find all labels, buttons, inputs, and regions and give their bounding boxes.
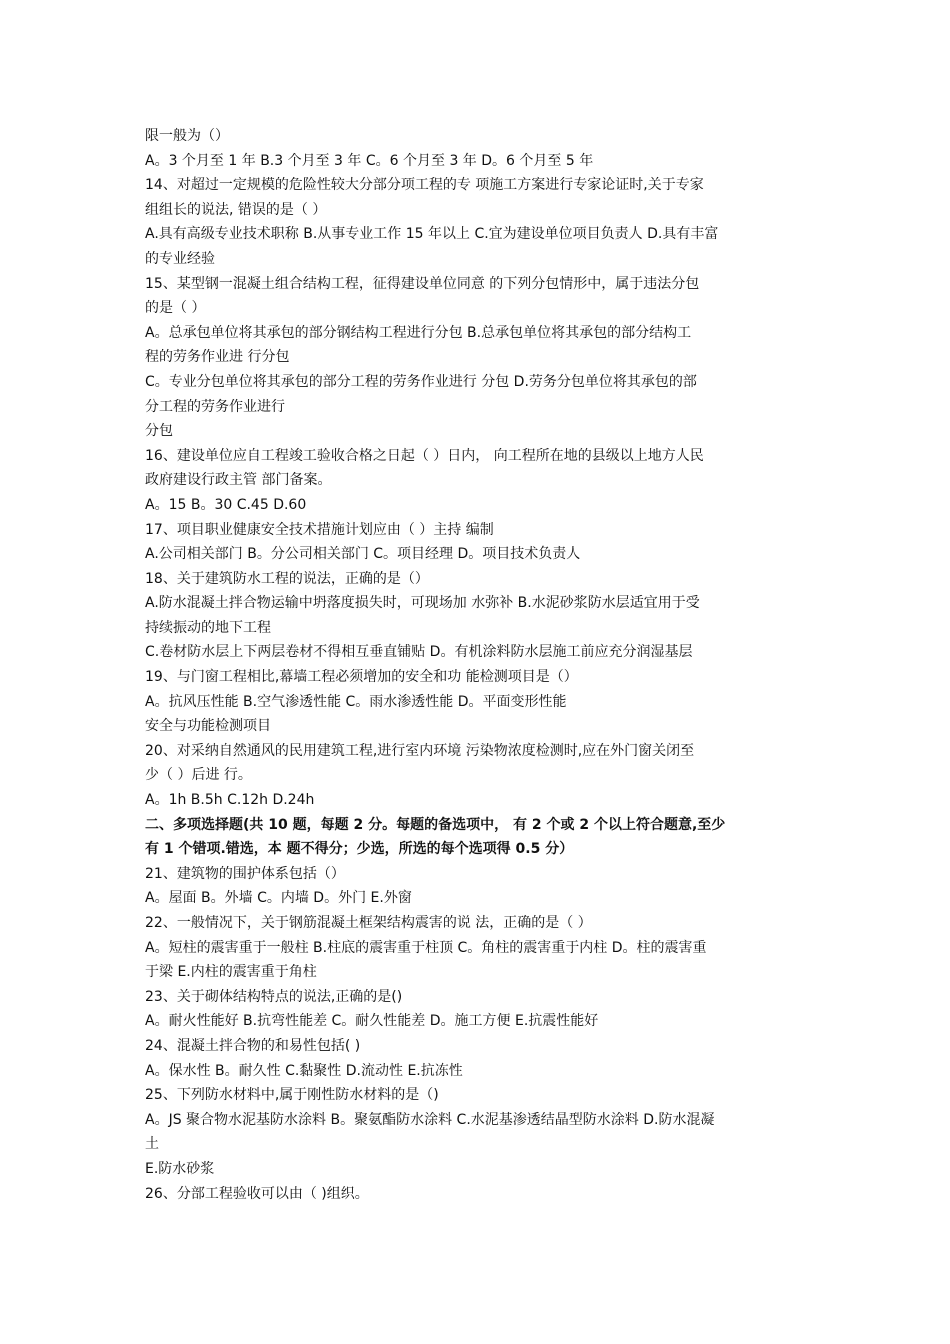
text-line: 24、混凝土拌合物的和易性包括( ) (145, 1037, 361, 1054)
text-line: A。3 个月至 1 年 B.3 个月至 3 年 C。6 个月至 3 年 D。6 个月至 5 年 (145, 152, 594, 169)
text-line: 15、某型钢一混凝土组合结构工程，征得建设单位同意 的下列分包情形中，属于违法分包 (145, 275, 700, 292)
text-line: 的专业经验 (145, 250, 215, 267)
text-line: 23、关于砌体结构特点的说法,正确的是() (145, 988, 403, 1005)
text-line: A。JS 聚合物水泥基防水涂料 B。聚氨酯防水涂料 C.水泥基渗透结晶型防水涂料 D.防水混凝 (145, 1111, 715, 1128)
text-line: A.防水混凝土拌合物运输中坍落度损失时，可现场加 水弥补 B.水泥砂浆防水层适宜用于受 (145, 595, 700, 612)
text-line: 安全与功能检测项目 (145, 718, 271, 735)
text-line: A.公司相关部门 B。分公司相关部门 C。项目经理 D。项目技术负责人 (145, 546, 581, 563)
text-line: 土 (145, 1136, 159, 1153)
text-line: 持续振动的地下工程 (145, 619, 271, 636)
text-line: 政府建设行政主管 部门备案。 (145, 472, 332, 489)
text-line: A。短柱的震害重于一般柱 B.柱底的震害重于柱顶 C。角柱的震害重于内柱 D。柱的震害重 (145, 939, 707, 956)
text-line: 的是（ ） (145, 300, 206, 317)
text-line: 16、建设单位应自工程竣工验收合格之日起（ ）日内， 向工程所在地的县级以上地方人民 (145, 447, 704, 464)
text-line: 限一般为（） (145, 128, 229, 144)
section-heading-line: 二、多项选择题(共 10 题，每题 2 分。每题的备选项中， 有 2 个或 2 个以上符合题意,至少 (145, 816, 726, 833)
section-heading-line: 有 1 个错项.错选，本 题不得分；少选，所选的每个选项得 0.5 分） (145, 841, 574, 858)
text-line: C.卷材防水层上下两层卷材不得相互垂直铺贴 D。有机涂料防水层施工前应充分润湿基层 (145, 644, 693, 661)
text-line: A。保水性 B。耐久性 C.黏聚性 D.流动性 E.抗冻性 (145, 1062, 463, 1079)
text-line: 程的劳务作业进 行分包 (145, 349, 290, 366)
text-line: 17、项目职业健康安全技术措施计划应由（ ）主持 编制 (145, 521, 494, 538)
text-line: A。总承包单位将其承包的部分钢结构工程进行分包 B.总承包单位将其承包的部分结构工 (145, 324, 692, 341)
text-line: 少（ ）后进 行。 (145, 767, 252, 784)
document-page (145, 124, 810, 1206)
text-line: A。1h B.5h C.12h D.24h (145, 792, 315, 809)
text-line: A.具有高级专业技术职称 B.从事专业工作 15 年以上 C.宜为建设单位项目负责人 D.具有丰富 (145, 226, 719, 243)
text-line: 分工程的劳务作业进行 (145, 398, 285, 415)
text-line: E.防水砂浆 (145, 1160, 215, 1177)
text-line: A。抗风压性能 B.空气渗透性能 C。雨水渗透性能 D。平面变形性能 (145, 693, 567, 710)
text-line: 19、与门窗工程相比,幕墙工程必须增加的安全和功 能检测项目是（） (145, 669, 578, 686)
text-line: C。专业分包单位将其承包的部分工程的劳务作业进行 分包 D.劳务分包单位将其承包的部 (145, 373, 697, 390)
text-line: 组组长的说法, 错误的是（ ） (145, 201, 327, 218)
text-line: 22、一般情况下，关于钢筋混凝土框架结构震害的说 法，正确的是（ ） (145, 915, 592, 931)
text-line: A。耐火性能好 B.抗弯性能差 C。耐久性能差 D。施工方便 E.抗震性能好 (145, 1013, 599, 1030)
text-line: 14、对超过一定规模的危险性较大分部分项工程的专 项施工方案进行专家论证时,关于专家 (145, 177, 704, 194)
text-line: 分包 (145, 423, 173, 440)
text-line: 25、下列防水材料中,属于刚性防水材料的是（) (145, 1087, 439, 1104)
text-line: A。15 B。30 C.45 D.60 (145, 496, 307, 513)
text-line: 于梁 E.内柱的震害重于角柱 (145, 964, 317, 981)
text-line: A。屋面 B。外墙 C。内墙 D。外门 E.外窗 (145, 890, 412, 907)
text-line: 21、建筑物的围护体系包括（） (145, 865, 345, 882)
text-line: 20、对采纳自然通风的民用建筑工程,进行室内环境 污染物浓度检测时,应在外门窗关闭至 (145, 742, 695, 759)
text-line: 26、分部工程验收可以由（ )组织。 (145, 1185, 369, 1202)
text-line: 18、关于建筑防水工程的说法，正确的是（） (145, 570, 429, 587)
